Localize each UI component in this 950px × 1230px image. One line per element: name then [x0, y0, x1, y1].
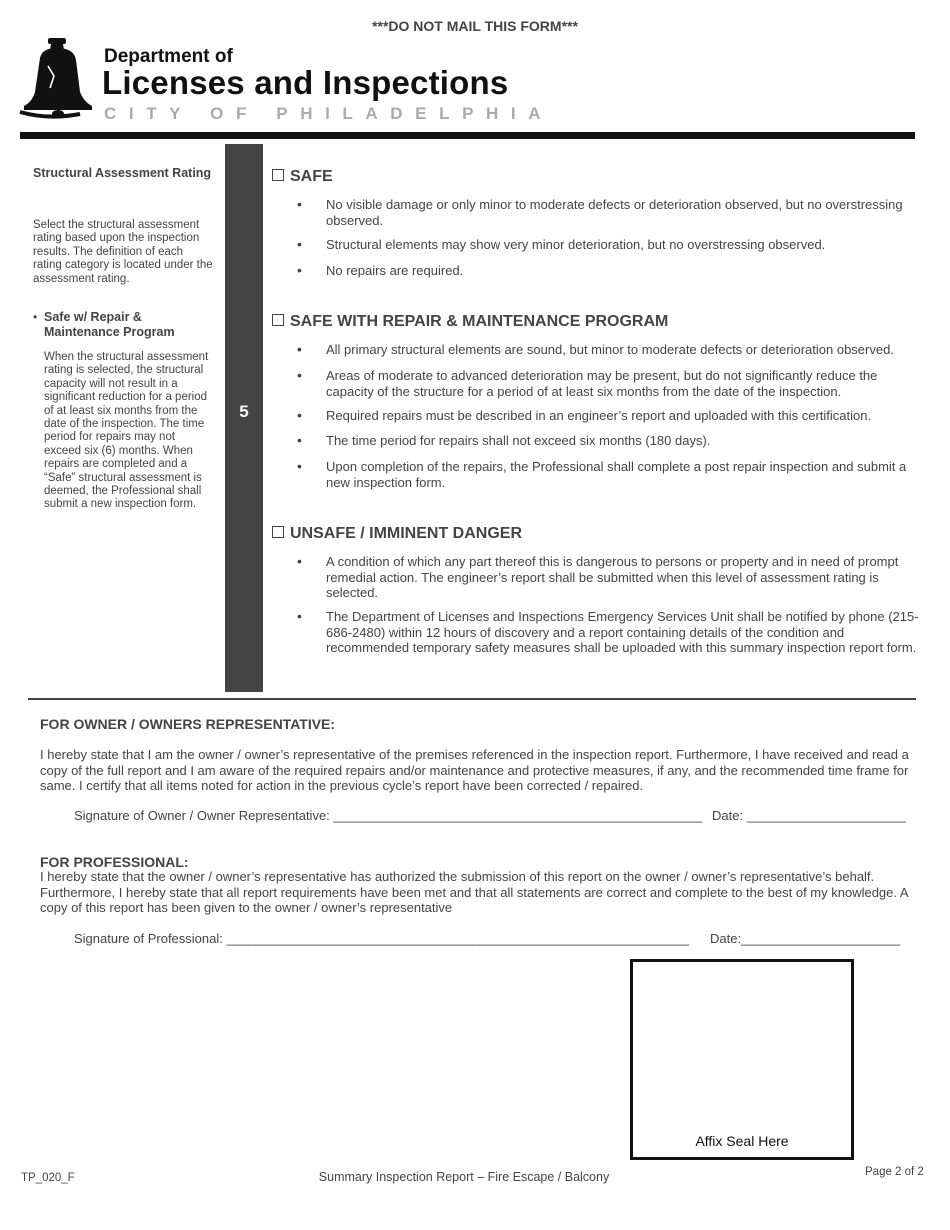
list-item: Structural elements may show very minor deterioration, but no overstressing observed.: [326, 237, 826, 252]
list-item: Upon completion of the repairs, the Professional shall complete a post repair inspection and submit a new inspection form.: [326, 459, 907, 490]
bullet-icon: •: [297, 432, 302, 448]
category-label: SAFE: [290, 168, 333, 185]
professional-date-line[interactable]: ______________________: [741, 931, 901, 946]
section-number: 5: [239, 402, 249, 421]
bullet-icon: •: [297, 458, 302, 474]
category-safe-with-repair[interactable]: [272, 313, 668, 331]
owner-statement: I hereby state that I am the owner / owner’s representative of the premises referenced in the inspection report. Furthermore, I have received and read a copy of the full report and I am aware of the required repairs and/or maintenance and protective measures, if any, and the recommended time frame for same. I certify that all items noted for action in the previous cycle’s report have been corrected / repaired.: [40, 747, 909, 793]
bullet-icon: •: [297, 553, 302, 569]
department-name: Licenses and Inspections: [102, 64, 509, 101]
category-unsafe[interactable]: [272, 525, 522, 543]
professional-heading: FOR PROFESSIONAL:: [40, 854, 189, 870]
sidebar-bullet: •: [33, 310, 38, 324]
bullet-icon: •: [297, 236, 302, 252]
owner-heading: FOR OWNER / OWNERS REPRESENTATIVE:: [40, 716, 336, 732]
list-item: Required repairs must be described in an engineer’s report and uploaded with this certification.: [326, 408, 872, 423]
professional-signature-field[interactable]: [74, 931, 689, 946]
professional-signature-label: Signature of Professional:: [74, 931, 223, 946]
category-label: UNSAFE / IMMINENT DANGER: [290, 525, 522, 542]
bullet-icon: •: [297, 262, 302, 278]
professional-signature-line[interactable]: ________________________________________________________________: [226, 931, 690, 946]
checkbox-safe[interactable]: [272, 169, 284, 181]
department-of-label: Department of: [104, 46, 233, 67]
form-code: TP_020_F: [21, 1172, 75, 1184]
list-item: No visible damage or only minor to moderate defects or deterioration observed, but no overstressing observed.: [326, 197, 903, 228]
city-label: CITY OF PHILADELPHIA: [104, 104, 554, 123]
sidebar-title: Structural Assessment Rating: [33, 166, 212, 180]
list-item: All primary structural elements are sound, but minor to moderate defects or deterioration observed.: [326, 342, 894, 357]
list-item: A condition of which any part thereof this is dangerous to persons or property and in need of prompt remedial action. The engineer’s report shall be submitted when this level of assessment rating is selected.: [326, 554, 899, 600]
seal-box[interactable]: [630, 959, 854, 1160]
owner-date-line[interactable]: ______________________: [746, 808, 906, 823]
do-not-mail-notice: ***DO NOT MAIL THIS FORM***: [372, 18, 578, 34]
category-label: SAFE WITH REPAIR & MAINTENANCE PROGRAM: [290, 313, 669, 330]
category-safe[interactable]: [272, 168, 333, 186]
owner-signature-field[interactable]: [74, 808, 702, 823]
professional-statement: I hereby state that the owner / owner’s representative has authorized the submission of this report on the owner / owner’s representative’s behalf. Furthermore, I hereby state that all report requirements have been met and that all statements are correct and complete to the best of my knowledge. A copy of this report has been given to the owner / owner’s representative: [40, 869, 908, 915]
list-item: The Department of Licenses and Inspections Emergency Services Unit shall be notified by phone (215-686-2480) within 12 hours of discovery and a report containing details of the condition and recommended temporary safety measures shall be uploaded with this summary inspection report form.: [326, 609, 919, 655]
footer-title: Summary Inspection Report – Fire Escape / Balcony: [318, 1170, 610, 1184]
owner-date-label: Date:: [712, 808, 744, 823]
bullet-icon: •: [297, 407, 302, 423]
owner-date-field[interactable]: [712, 808, 906, 823]
bullet-icon: •: [297, 608, 302, 624]
owner-signature-label: Signature of Owner / Owner Representative:: [74, 808, 330, 823]
bullet-icon: •: [297, 341, 302, 357]
page-number: Page 2 of 2: [865, 1166, 924, 1178]
liberty-bell-icon: [18, 36, 98, 122]
sidebar-subtitle: Safe w/ Repair & Maintenance Program: [44, 310, 175, 339]
owner-signature-line[interactable]: ___________________________________________________: [333, 808, 703, 823]
list-item: The time period for repairs shall not exceed six months (180 days).: [326, 433, 711, 448]
checkbox-safe-with-repair[interactable]: [272, 314, 284, 326]
section-divider: [28, 698, 916, 700]
professional-date-field[interactable]: [710, 931, 900, 946]
header-divider: [20, 132, 915, 139]
list-item: Areas of moderate to advanced deterioration may be present, but do not significantly reduce the capacity of the structure for a period of at least six months from the date of the inspection.: [326, 368, 878, 399]
sidebar-instructions: Select the structural assessment rating based upon the inspection results. The definition of each rating category is located under the assessment rating.: [33, 219, 213, 285]
bullet-icon: •: [297, 367, 302, 383]
professional-date-label: Date:: [710, 931, 742, 946]
bullet-icon: •: [297, 196, 302, 212]
seal-label: Affix Seal Here: [695, 1133, 789, 1149]
list-item: No repairs are required.: [326, 263, 464, 278]
checkbox-unsafe[interactable]: [272, 526, 284, 538]
sidebar-subtext: When the structural assessment rating is selected, the structural capacity will not result in a significant reduction for a period of at least six months from the date of the inspection. The time period for repairs may not exceed six (6) months. When repairs are completed and a “Safe” structural assessment is deemed, the Professional shall submit a new inspection form.: [44, 351, 209, 511]
